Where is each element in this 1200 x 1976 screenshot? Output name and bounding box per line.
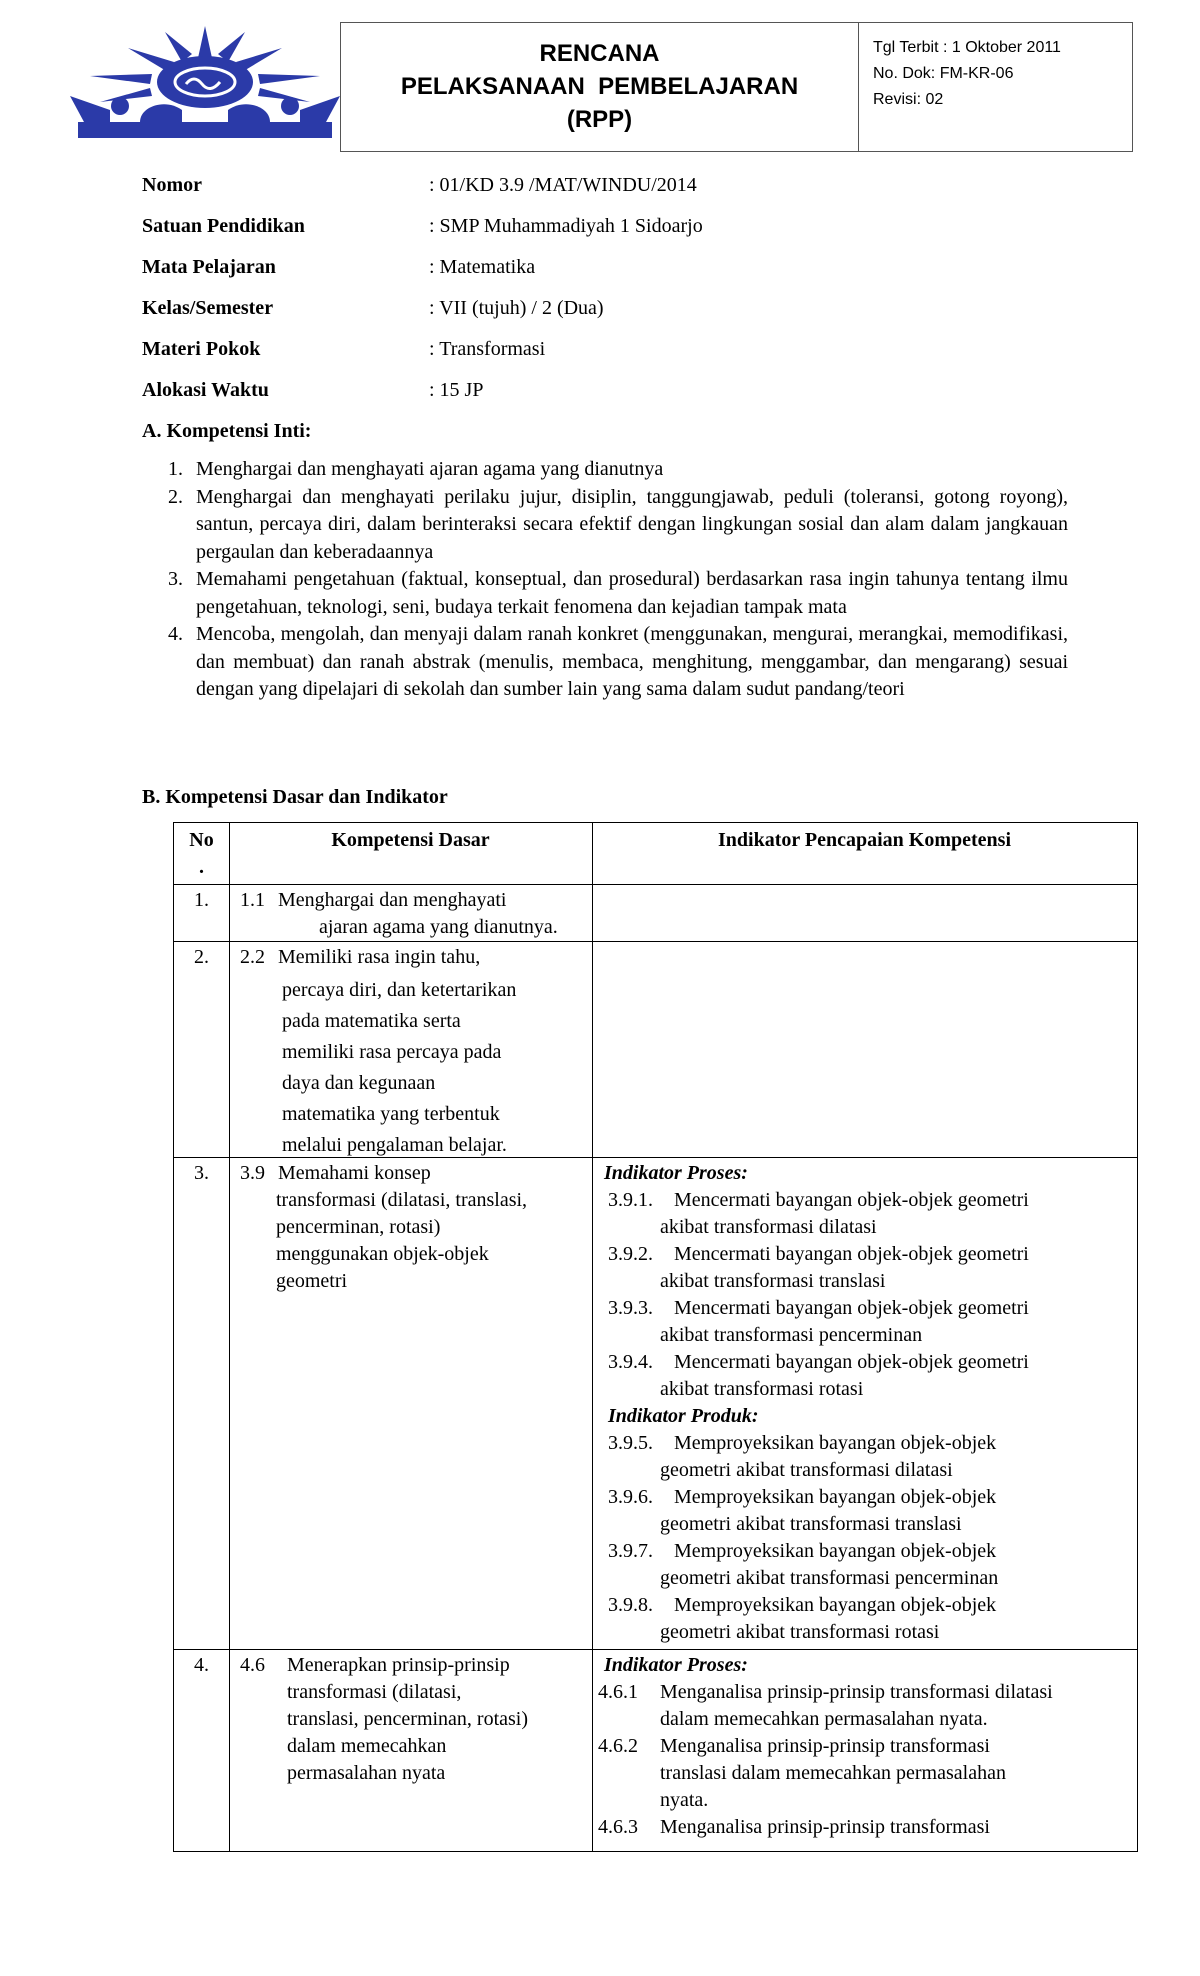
table-column-divider	[229, 823, 230, 1851]
indikator-proses-label: Indikator Proses:	[604, 1162, 748, 1184]
indikator-item	[598, 1814, 1133, 1841]
list-item	[168, 484, 1068, 567]
indikator-text: Memproyeksikan bayangan objek-objek	[674, 1540, 997, 1562]
indikator-number: 4.6.1	[598, 1681, 638, 1703]
list-text: Memahami pengetahuan (faktual, konseptual, dan prosedural) berdasarkan rasa ingin tahunya tentang ilmu pengetahuan, teknologi, seni, budaya terkait fenomena dan kejadian tampak mata	[196, 568, 1068, 618]
list-text: Mencoba, mengolah, dan menyaji dalam ranah konkret (menggunakan, mengurai, merangkai, memodifikasi, dan membuat) dan ranah abstrak (menulis, membaca, menghitung, menggambar, dan mengarang) sesuai dengan yang dipelajari di sekolah dan sumber lain yang sama dalam sudut pandang/teori	[196, 623, 1068, 700]
kd-number: 1.1	[240, 889, 265, 911]
indikator-text: geometri akibat transformasi rotasi	[660, 1621, 940, 1643]
no-dok: No. Dok: FM-KR-06	[873, 65, 1014, 82]
kd-text: matematika yang terbentuk	[282, 1103, 500, 1125]
indikator-text: Mencermati bayangan objek-objek geometri	[674, 1351, 1029, 1373]
identity-label: Kelas/Semester	[142, 297, 274, 319]
revisi: Revisi: 02	[873, 91, 944, 108]
indikator-number: 3.9.1.	[608, 1189, 653, 1211]
identity-label: Satuan Pendidikan	[142, 215, 305, 237]
list-text: Menghargai dan menghayati ajaran agama yang dianutnya	[196, 458, 664, 480]
indikator-item	[598, 1733, 1133, 1760]
indikator-number: 3.9.5.	[608, 1432, 653, 1454]
indikator-text: akibat transformasi translasi	[660, 1270, 886, 1292]
identity-value: : Transformasi	[429, 338, 546, 360]
indikator-text: translasi dalam memecahkan permasalahan	[660, 1762, 1006, 1784]
indikator-text: Memproyeksikan bayangan objek-objek	[674, 1486, 997, 1508]
indikator-item	[608, 1538, 1128, 1565]
table-header-ipk: Indikator Pencapaian Kompetensi	[718, 829, 1011, 851]
muhammadiyah-logo	[70, 18, 340, 148]
indikator-number: 3.9.2.	[608, 1243, 653, 1265]
identity-value: : SMP Muhammadiyah 1 Sidoarjo	[429, 215, 703, 237]
identity-value: : 01/KD 3.9 /MAT/WINDU/2014	[429, 174, 697, 196]
indikator-text: akibat transformasi rotasi	[660, 1378, 864, 1400]
document-title	[341, 37, 858, 136]
indikator-item	[608, 1484, 1128, 1511]
identity-label: Nomor	[142, 174, 202, 196]
title-line-1: RENCANA	[539, 40, 660, 67]
section-b-title: B. Kompetensi Dasar dan Indikator	[142, 786, 448, 808]
indikator-number: 3.9.8.	[608, 1594, 653, 1616]
indikator-item	[608, 1430, 1128, 1457]
indikator-item	[608, 1187, 1128, 1214]
indikator-proses-label: Indikator Proses:	[604, 1654, 748, 1676]
kd-text: Memiliki rasa ingin tahu,	[278, 946, 481, 968]
indikator-text: geometri akibat transformasi pencerminan	[660, 1567, 999, 1589]
identity-label: Alokasi Waktu	[142, 379, 269, 401]
kd-text: dalam memecahkan	[287, 1735, 447, 1757]
tgl-terbit: Tgl Terbit : 1 Oktober 2011	[873, 39, 1061, 56]
header-no-line: No	[189, 829, 214, 851]
kd-text-block	[287, 1679, 528, 1787]
kd-text: percaya diri, dan ketertarikan	[282, 979, 517, 1001]
identity-label: Materi Pokok	[142, 338, 261, 360]
document-header	[340, 22, 1133, 152]
kd-text-block	[276, 1187, 527, 1295]
kd-text: daya dan kegunaan	[282, 1072, 436, 1094]
kd-number: 3.9	[240, 1162, 265, 1184]
kd-text: permasalahan nyata	[287, 1762, 446, 1784]
indikator-text: akibat transformasi dilatasi	[660, 1216, 877, 1238]
indikator-text: geometri akibat transformasi translasi	[660, 1513, 962, 1535]
kompetensi-dasar-table	[173, 822, 1138, 1852]
kd-number: 2.2	[240, 946, 265, 968]
indikator-text: akibat transformasi pencerminan	[660, 1324, 923, 1346]
indikator-text: Menganalisa prinsip-prinsip transformasi	[660, 1735, 990, 1757]
indikator-item	[608, 1349, 1128, 1376]
identity-value: : Matematika	[429, 256, 536, 278]
kd-text: menggunakan objek-objek	[276, 1243, 489, 1265]
list-text: Menghargai dan menghayati perilaku jujur, disiplin, tanggungjawab, peduli (toleransi, gotong royong), santun, percaya diri, dalam berinteraksi secara efektif dengan lingkungan sosial dan alam dalam jangkauan pergaulan dan keberadaannya	[196, 485, 1068, 563]
indikator-item	[608, 1241, 1128, 1268]
table-row-no: 1.	[194, 889, 209, 911]
kd-text: geometri	[276, 1270, 348, 1292]
table-header-kd: Kompetensi Dasar	[331, 829, 490, 851]
indikator-text: dalam memecahkan permasalahan nyata.	[660, 1708, 988, 1730]
indikator-text: Mencermati bayangan objek-objek geometri	[674, 1297, 1029, 1319]
indikator-text: Mencermati bayangan objek-objek geometri	[674, 1243, 1029, 1265]
table-row-no: 2.	[194, 946, 209, 968]
table-column-divider	[592, 823, 593, 1851]
identity-label: Mata Pelajaran	[142, 256, 276, 278]
kd-text: Memahami konsep	[278, 1162, 431, 1184]
indikator-produk-label: Indikator Produk:	[608, 1405, 759, 1427]
kd-text: melalui pengalaman belajar.	[282, 1134, 507, 1156]
kd-text: transformasi (dilatasi,	[287, 1681, 462, 1703]
table-row-divider	[174, 941, 1137, 942]
indikator-item	[608, 1295, 1128, 1322]
kd-text: pada matematika serta	[282, 1010, 461, 1032]
kd-text: pencerminan, rotasi)	[276, 1216, 441, 1238]
identity-value: : VII (tujuh) / 2 (Dua)	[429, 297, 604, 319]
indikator-number: 3.9.7.	[608, 1540, 653, 1562]
indikator-number: 4.6.3	[598, 1816, 638, 1838]
header-no-line: .	[199, 856, 204, 878]
indikator-text: nyata.	[660, 1789, 709, 1811]
indikator-number: 3.9.3.	[608, 1297, 653, 1319]
kompetensi-inti-list	[168, 456, 1068, 704]
table-header-no	[174, 827, 229, 881]
section-a-title: A. Kompetensi Inti:	[142, 420, 312, 442]
list-item	[168, 456, 1068, 484]
kd-number: 4.6	[240, 1654, 265, 1676]
list-item	[168, 621, 1068, 704]
indikator-proses-list	[598, 1679, 1133, 1841]
indikator-text: geometri akibat transformasi dilatasi	[660, 1459, 953, 1481]
list-number: 3.	[168, 568, 183, 590]
title-line-2: PELAKSANAAN PEMBELAJARAN	[400, 73, 799, 100]
list-number: 4.	[168, 623, 183, 645]
list-number: 2.	[168, 485, 183, 508]
indikator-text: Menganalisa prinsip-prinsip transformasi	[660, 1816, 990, 1838]
title-line-3: (RPP)	[566, 106, 633, 133]
list-number: 1.	[168, 458, 183, 480]
kd-text-block	[282, 975, 516, 1161]
kd-text: transformasi (dilatasi, translasi,	[276, 1189, 528, 1211]
indikator-proses-list	[608, 1187, 1128, 1646]
indikator-item	[608, 1592, 1128, 1619]
indikator-text: Menganalisa prinsip-prinsip transformasi dilatasi	[660, 1681, 1053, 1703]
kd-text: memiliki rasa percaya pada	[282, 1041, 502, 1063]
table-row-no: 4.	[194, 1654, 209, 1676]
header-divider	[858, 23, 859, 151]
table-row-no: 3.	[194, 1162, 209, 1184]
table-row-divider	[174, 1649, 1137, 1650]
document-meta	[873, 35, 1061, 113]
indikator-number: 3.9.4.	[608, 1351, 653, 1373]
kd-text: Menerapkan prinsip-prinsip	[287, 1654, 510, 1676]
indikator-number: 3.9.6.	[608, 1486, 653, 1508]
indikator-text: Mencermati bayangan objek-objek geometri	[674, 1189, 1029, 1211]
list-item	[168, 566, 1068, 621]
identity-value: : 15 JP	[429, 379, 484, 401]
kd-text: translasi, pencerminan, rotasi)	[287, 1708, 529, 1730]
indikator-number: 4.6.2	[598, 1735, 638, 1757]
table-row-divider	[174, 884, 1137, 885]
indikator-item	[598, 1679, 1133, 1706]
kd-text: ajaran agama yang dianutnya.	[319, 916, 558, 938]
indikator-text: Memproyeksikan bayangan objek-objek	[674, 1432, 997, 1454]
indikator-text: Memproyeksikan bayangan objek-objek	[674, 1594, 997, 1616]
kd-text: Menghargai dan menghayati	[278, 889, 507, 911]
